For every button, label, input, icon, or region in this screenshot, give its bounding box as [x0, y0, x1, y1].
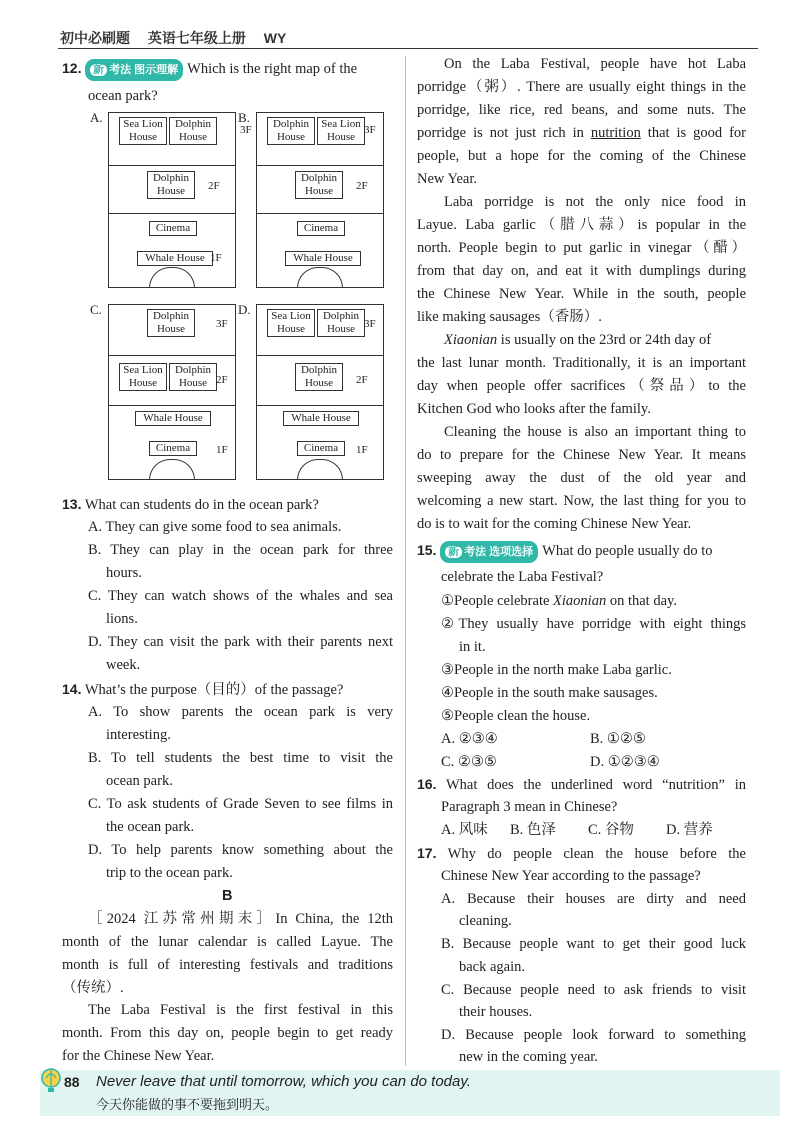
q14-option-a[interactable]: A. To show parents the ocean park is very: [88, 704, 393, 720]
q15-item-cont: in it.: [459, 639, 486, 655]
q15-item: ②They usually have porridge with eight things: [441, 616, 746, 632]
dolphin-house: Dolphin House: [147, 309, 195, 337]
q13-option-c-cont: lions.: [106, 611, 138, 627]
passage-line: do is to wait for the coming Chinese New Year.: [417, 516, 692, 532]
cinema: Cinema: [149, 221, 197, 236]
passage-line: porridge is not just rich in nutrition that is good for: [417, 125, 746, 141]
floor-label: 3F: [364, 318, 376, 330]
q16-option-c[interactable]: C. 谷物: [588, 822, 634, 838]
section-b-heading: B: [222, 888, 233, 904]
passage-line: Xiaonian is usually on the 23rd or 24th day of: [444, 332, 712, 348]
floor-label: 2F: [216, 374, 228, 386]
passage-line: porridge, like rice, red beans, and some nuts. The: [417, 102, 746, 118]
q13-option-d[interactable]: D. They can visit the park with their parents next: [88, 634, 393, 650]
balloon-icon: [40, 1068, 62, 1094]
passage-line: for the Chinese New Year.: [62, 1048, 215, 1064]
q17-stem-cont: Chinese New Year according to the passage?: [441, 868, 701, 884]
q14-option-d[interactable]: D. To help parents know something about the: [88, 842, 393, 858]
map-b: [256, 112, 384, 288]
q17-option-a-cont: cleaning.: [459, 913, 512, 929]
passage-line: the last lunar month. Traditionally, it is an important: [417, 355, 746, 371]
floor-label: 1F: [210, 252, 222, 264]
dolphin-house: Dolphin House: [169, 117, 217, 145]
dolphin-house: Dolphin House: [267, 117, 315, 145]
passage-line: porridge（粥）. There are usually eight things in the: [417, 79, 746, 95]
dolphin-house: Dolphin House: [147, 171, 195, 199]
whale-house: Whale House: [135, 411, 211, 426]
q17-option-c[interactable]: C. Because people need to ask friends to visit: [441, 982, 746, 998]
floor-label: 1F: [356, 444, 368, 456]
column-divider: [405, 56, 406, 1066]
map-b-label: B.: [238, 110, 250, 125]
passage-line: Cleaning the house is also an important thing to: [444, 424, 746, 440]
q15-option-d[interactable]: D. ①②③④: [590, 754, 660, 770]
q14-option-c-cont: the ocean park.: [106, 819, 195, 835]
q16-option-a[interactable]: A. 风味: [441, 822, 488, 838]
footer-quote-cn: 今天你能做的事不要拖到明天。: [96, 1098, 279, 1113]
passage-line: like making sausages（香肠）.: [417, 309, 602, 325]
passage-line: the Chinese New Year. While in the south, people: [417, 286, 746, 302]
underlined-word: nutrition: [590, 125, 641, 141]
map-d-label: D.: [238, 302, 251, 317]
dolphin-house: Dolphin House: [295, 171, 343, 199]
sea-lion-house: Sea Lion House: [267, 309, 315, 337]
q16-option-b[interactable]: B. 色泽: [510, 822, 556, 838]
passage-line: day when people offer sacrifices（祭品）to the: [417, 378, 746, 394]
q13-stem: 13. What can students do in the ocean park?: [62, 496, 319, 513]
q12-stem: 12. 新 考法 图示理解 Which is the right map of the: [62, 58, 357, 81]
passage-line: welcoming a new start. Now, the last thing for you to: [417, 493, 746, 509]
passage-line: do to prepare for the Chinese New Year. It means: [417, 447, 746, 463]
q13-option-b-cont: hours.: [106, 565, 142, 581]
sea-lion-house: Sea Lion House: [119, 117, 167, 145]
q15-stem: 15. 新 考法 选项选择 What do people usually do to: [417, 540, 713, 563]
passage-line: Kitchen God who looks after the family.: [417, 401, 651, 417]
passage-line: month of the lunar calendar is called Layue. The: [62, 934, 393, 950]
floor-label: 2F: [208, 180, 220, 192]
question-number: 12.: [62, 60, 82, 76]
floor-label: 3F: [364, 124, 376, 136]
q16-stem: 16. What does the underlined word “nutrition” in: [417, 776, 746, 793]
map-a-label: A.: [90, 110, 103, 125]
header-divider: [58, 48, 758, 49]
whale-house: Whale House: [283, 411, 359, 426]
passage-line: （传统）.: [62, 980, 124, 996]
q15-stem-cont: celebrate the Laba Festival?: [441, 569, 604, 585]
passage-line: New Year.: [417, 171, 478, 187]
q13-option-d-cont: week.: [106, 657, 141, 673]
passage-line: from that day on, and eat it with dumplings during: [417, 263, 746, 279]
passage-line: ［2024 江苏常州期末］In China, the 12th: [88, 911, 393, 927]
passage-line: Layue. Laba garlic（腊八蒜）is popular in the: [417, 217, 746, 233]
floor-label: 2F: [356, 374, 368, 386]
whale-house: Whale House: [137, 251, 213, 266]
passage-line: month. From this day on, people begin to get ready: [62, 1025, 393, 1041]
q15-option-c[interactable]: C. ②③⑤: [441, 754, 497, 770]
dolphin-house: Dolphin House: [295, 363, 343, 391]
q13-option-c[interactable]: C. They can watch shows of the whales and sea: [88, 588, 393, 604]
dolphin-house: Dolphin House: [317, 309, 365, 337]
page-number: 88: [64, 1074, 80, 1090]
q15-option-a[interactable]: A. ②③④: [441, 731, 498, 747]
passage-line: north. People begin to put garlic in vinegar（醋）: [417, 240, 746, 256]
q14-option-b-cont: ocean park.: [106, 773, 173, 789]
q12-stem-cont: ocean park?: [88, 88, 158, 104]
q17-option-c-cont: their houses.: [459, 1004, 533, 1020]
passage-line: The Laba Festival is the first festival in this: [88, 1002, 393, 1018]
footer-quote-en: Never leave that until tomorrow, which you can do today.: [96, 1073, 471, 1090]
passage-line: Laba porridge is not the only nice food in: [444, 194, 746, 210]
q14-stem: 14. What’s the purpose（目的）of the passage?: [62, 681, 344, 698]
q16-option-d[interactable]: D. 营养: [666, 822, 713, 838]
q13-option-a[interactable]: A. They can give some food to sea animals.: [88, 519, 342, 535]
q14-option-b[interactable]: B. To tell students the best time to visit the: [88, 750, 393, 766]
q14-option-a-cont: interesting.: [106, 727, 171, 743]
passage-line: sweeping away the dust of the old year and: [417, 470, 746, 486]
q17-option-d[interactable]: D. Because people look forward to something: [441, 1027, 746, 1043]
floor-label: 2F: [356, 180, 368, 192]
q14-option-d-cont: trip to the ocean park.: [106, 865, 233, 881]
q14-option-c[interactable]: C. To ask students of Grade Seven to see films in: [88, 796, 393, 812]
subject-title: 英语七年级上册: [147, 30, 246, 46]
page-header: [60, 28, 300, 48]
book-title: 初中必刷题: [60, 30, 130, 46]
whale-house: Whale House: [285, 251, 361, 266]
sea-lion-house: Sea Lion House: [119, 363, 167, 391]
q17-option-b-cont: back again.: [459, 959, 526, 975]
q15-item: ①People celebrate Xiaonian on that day.: [441, 593, 677, 609]
floor-label: 3F: [240, 124, 252, 136]
q17-option-a[interactable]: A. Because their houses are dirty and need: [441, 891, 746, 907]
cinema: Cinema: [297, 221, 345, 236]
q15-option-b[interactable]: B. ①②⑤: [590, 731, 646, 747]
q15-item: ⑤People clean the house.: [441, 708, 591, 724]
map-c-label: C.: [90, 302, 102, 317]
floor-label: 1F: [216, 444, 228, 456]
q17-option-d-cont: new in the coming year.: [459, 1049, 598, 1065]
floor-label: 3F: [216, 318, 228, 330]
passage-line: people, but a hope for the coming of the Chinese: [417, 148, 746, 164]
new-exam-tag: 新 考法 图示理解: [85, 59, 183, 81]
q15-item: ③People in the north make Laba garlic.: [441, 662, 672, 678]
q16-stem-cont: Paragraph 3 mean in Chinese?: [441, 799, 618, 815]
sea-lion-house: Sea Lion House: [317, 117, 365, 145]
passage-line: On the Laba Festival, people have hot Laba: [444, 56, 746, 72]
dolphin-house: Dolphin House: [169, 363, 217, 391]
q15-item: ④People in the south make sausages.: [441, 685, 658, 701]
q13-option-b[interactable]: B. They can play in the ocean park for three: [88, 542, 393, 558]
cinema: Cinema: [297, 441, 345, 456]
passage-line: month is full of interesting festivals and traditions: [62, 957, 393, 973]
q17-stem: 17. Why do people clean the house before the: [417, 845, 746, 862]
new-exam-tag: 新 考法 选项选择: [440, 541, 538, 563]
q17-option-b[interactable]: B. Because people want to get their good luck: [441, 936, 746, 952]
edition-label: WY: [263, 30, 287, 46]
cinema: Cinema: [149, 441, 197, 456]
